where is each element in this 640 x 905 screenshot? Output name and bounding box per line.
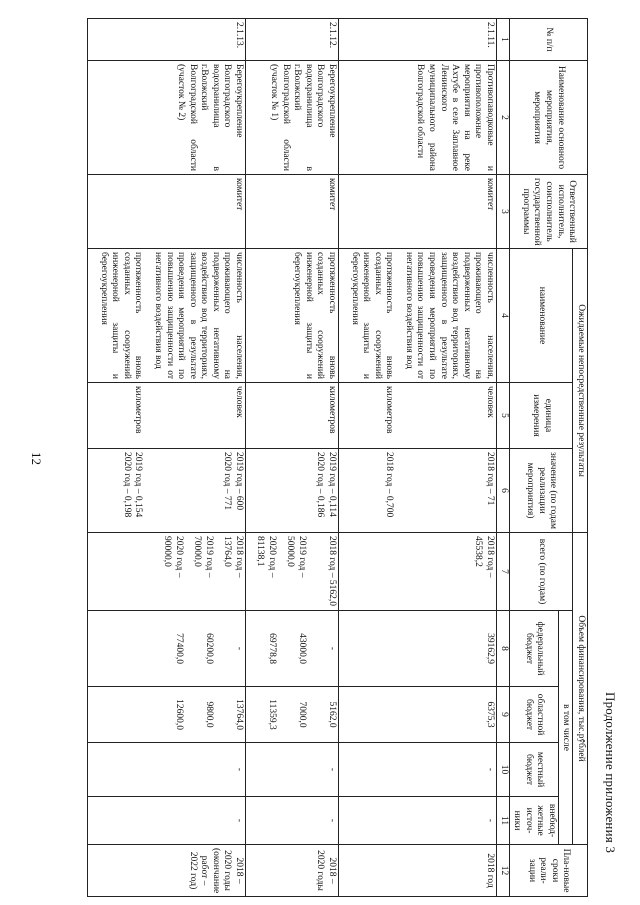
row-number: 2.1.13. [88, 19, 246, 61]
result-name: численность населения, проживающего на подверженных негативному воздействию вод территориях, защищенного в результате проведения мероприятий по повышению защищенности от негативного воздействия вод [152, 252, 245, 379]
result-name: протяженность вновь созданных сооружений инженерной защиты и берегоукрепления [98, 252, 144, 379]
column-number: 1 [496, 19, 509, 61]
column-number: 3 [496, 175, 509, 249]
table-header [496, 19, 587, 897]
finance-value: 6375,3 [484, 701, 495, 728]
finance-value [247, 800, 277, 841]
result-value: 2018 год – 71 [484, 452, 495, 506]
column-number: 8 [496, 611, 509, 687]
result-name: протяженность вновь созданных сооружений инженерной защиты и берегоукрепления [349, 252, 395, 379]
result-units [339, 383, 497, 449]
result-name: численность населения, проживающего на подверженных негативному воздействию вод территориях, защищенного в результате проведения мероприятий по повышению защищенности от негативного воздействия вод [403, 252, 495, 379]
header-terms: Пла-новые сроки реали-зации [509, 845, 587, 897]
result-unit: километров [384, 386, 395, 434]
finance-regional [246, 687, 339, 743]
finance-local [88, 743, 246, 797]
header-res-name: наименование [509, 249, 573, 383]
finance-value: 11359,3 [267, 699, 278, 730]
finance-total [246, 533, 339, 611]
finance-value [184, 800, 214, 841]
finance-value: 2018 год – 5162,0 [327, 536, 338, 606]
finance-value [247, 746, 277, 793]
finance-total [339, 533, 497, 611]
result-units [246, 383, 339, 449]
finance-value [277, 800, 307, 841]
column-number: 7 [496, 533, 509, 611]
finance-value [277, 746, 307, 793]
table-row [88, 19, 246, 897]
result-value: 2019 год – 0,154 2020 год – 0,198 [121, 452, 144, 518]
table-row [339, 19, 497, 897]
finance-value: 2019 год – 70000,0 [192, 536, 215, 578]
result-value: 2019 год – 0,114 2020 год – 0,186 [315, 452, 338, 518]
finance-federal [339, 611, 497, 687]
finance-value: 12600,0 [174, 699, 185, 730]
result-values [88, 449, 246, 533]
finance-value: 43000,0 [297, 633, 308, 664]
result-unit: километров [327, 386, 338, 434]
row-number: 2.1.11. [339, 19, 497, 61]
finance-total [88, 533, 246, 611]
result-values [246, 449, 339, 533]
header-res-unit: единица измерения [509, 383, 573, 449]
header-fin-local: местный бюджет [509, 743, 558, 797]
executor: комитет [339, 175, 497, 249]
finance-value: - [484, 767, 495, 772]
column-number-row [496, 19, 509, 897]
finance-value: 2018 год – 13764,0 [222, 536, 245, 578]
finance-value: 5162,0 [327, 701, 338, 728]
finance-value: - [327, 767, 338, 772]
result-units [88, 383, 246, 449]
finance-value: - [234, 818, 245, 823]
measure-name: Берегоукрепление Волгоградского водохранилища в г.Волжский Волгоградской области (участок № 1) [246, 61, 339, 175]
planned-terms: 2018 – 2020 годы (окончание работ – 2022 год) [88, 845, 246, 897]
finance-value [154, 800, 184, 841]
column-number: 4 [496, 249, 509, 383]
row-number: 2.1.12. [246, 19, 339, 61]
header-executor: Ответственный исполнитель, соисполнитель государственной программы [509, 175, 587, 249]
column-number: 6 [496, 449, 509, 533]
header-finance-group: Объем финансирования, тыс.рублей [573, 533, 588, 845]
finance-value: 2020 год – 90000,0 [162, 536, 185, 578]
finance-offbudget [246, 797, 339, 845]
header-name: Наименование основного мероприятия, мероприятия [509, 61, 587, 175]
finance-value: - [327, 818, 338, 823]
result-names [88, 249, 246, 383]
result-value: 2019 год – 600 2020 год – 771 [222, 452, 245, 511]
column-number: 2 [496, 61, 509, 175]
finance-value: 9800,0 [204, 701, 215, 728]
result-names [339, 249, 497, 383]
header-res-value: значение (по годам реализации мероприятия) [509, 449, 573, 533]
finance-value: - [234, 767, 245, 772]
finance-value: - [234, 646, 245, 651]
finance-federal [246, 611, 339, 687]
finance-regional [339, 687, 497, 743]
appendix-label: Продолжение приложения 3 [603, 692, 618, 854]
measure-name: Противопаводковые и противоположные мероприятия на реке Ахтубе в селе Заплавное Ленинского муниципального района Волгоградской области [339, 61, 497, 175]
finance-value: - [484, 818, 495, 823]
planned-terms: 2018 год [339, 845, 497, 897]
planned-terms: 2018 – 2020 годы [246, 845, 339, 897]
finance-value [184, 746, 214, 793]
header-fin-total: всего (по годам) [509, 533, 573, 611]
column-number: 11 [496, 797, 509, 845]
result-name: протяженность вновь созданных сооружений инженерной защиты и берегоукрепления [292, 252, 338, 379]
program-table [87, 18, 588, 897]
finance-value [154, 746, 184, 793]
measure-name: Берегоукрепление Волгоградского водохранилища в г.Волжский Волгоградской области (участок № 2) [88, 61, 246, 175]
result-unit: человек [234, 386, 245, 418]
result-value: 2018 год – 0,700 [384, 452, 395, 518]
finance-value: - [327, 646, 338, 651]
result-unit: километров [133, 386, 144, 434]
finance-local [339, 743, 497, 797]
header-num: № п/п [509, 19, 587, 61]
finance-offbudget [88, 797, 246, 845]
result-unit: человек [484, 386, 495, 418]
table-row [246, 19, 339, 897]
header-fin-federal: федеральный бюджет [509, 611, 558, 687]
finance-value: 2020 год – 81138,1 [255, 536, 278, 578]
finance-value: 69778,8 [267, 633, 278, 664]
page-number: 12 [29, 452, 44, 465]
finance-local [246, 743, 339, 797]
finance-value: 60200,0 [204, 633, 215, 664]
finance-value: 7000,0 [297, 701, 308, 728]
column-number: 5 [496, 383, 509, 449]
result-names [246, 249, 339, 383]
result-values [339, 449, 497, 533]
finance-value: 2019 год – 50000,0 [285, 536, 308, 578]
finance-regional [88, 687, 246, 743]
table-body [88, 19, 497, 897]
column-number: 9 [496, 687, 509, 743]
finance-value: 39162,9 [484, 633, 495, 664]
column-number: 12 [496, 845, 509, 897]
finance-offbudget [339, 797, 497, 845]
header-fin-incl: в том числе [558, 611, 573, 845]
header-results-group: Ожидаемые непосредственные результаты [573, 249, 588, 533]
finance-value: 77400,0 [174, 633, 185, 664]
column-number: 10 [496, 743, 509, 797]
header-fin-regional: областной бюджет [509, 687, 558, 743]
finance-federal [88, 611, 246, 687]
executor: комитет [88, 175, 246, 249]
header-fin-offbudget: внебюд-жетные источ-ники [509, 797, 558, 845]
finance-value: 13764,0 [234, 699, 245, 730]
finance-value: 2018 год – 45538,2 [473, 536, 495, 578]
executor: комитет [246, 175, 339, 249]
